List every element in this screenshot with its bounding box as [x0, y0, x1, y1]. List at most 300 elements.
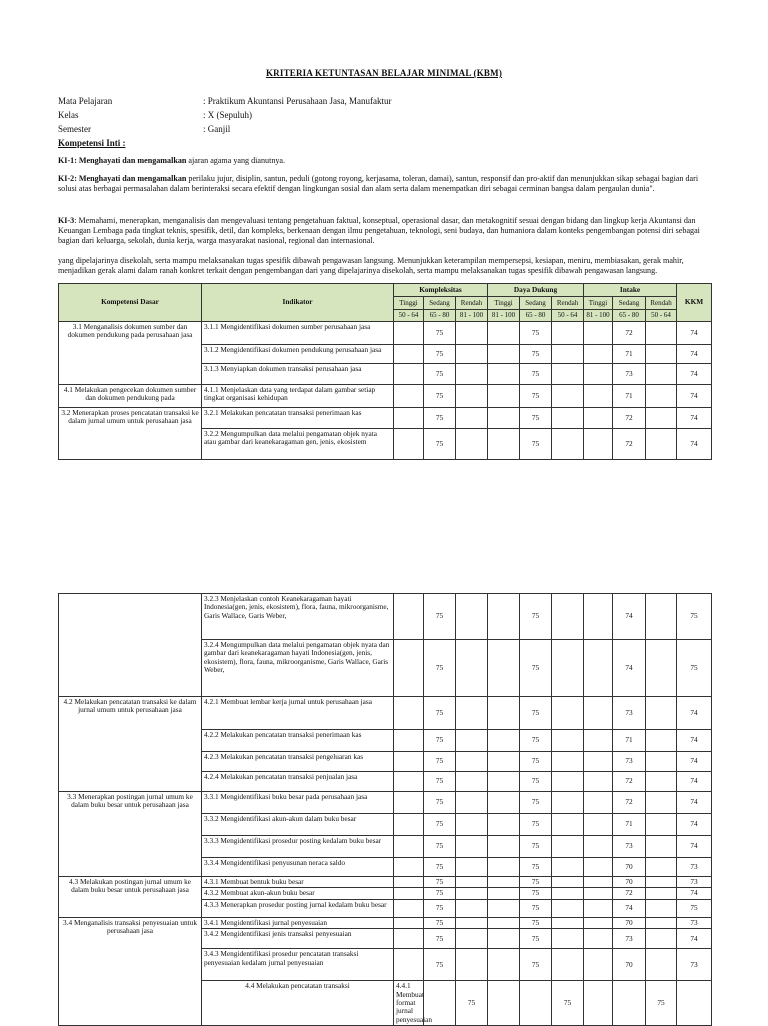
meta-value: : Ganjil	[203, 124, 231, 134]
score-cell: 74	[613, 899, 646, 917]
kd-cell: 4.4 Melakukan pencatatan transaksi	[202, 981, 394, 1026]
empty-cell	[584, 385, 613, 408]
empty-cell	[394, 792, 424, 814]
empty-cell	[552, 772, 584, 792]
empty-cell	[552, 697, 584, 730]
indikator-cell: 4.2.3 Melakukan pencatatan transaksi pengeluaran kas	[202, 752, 394, 772]
score-cell: 75	[456, 981, 488, 1026]
empty-cell	[552, 385, 584, 408]
table-1-body	[59, 322, 712, 460]
score-cell: 75	[424, 929, 456, 949]
empty-cell	[646, 899, 677, 917]
score-cell: 75	[424, 345, 456, 364]
empty-cell	[584, 888, 613, 899]
empty-cell	[646, 836, 677, 858]
score-cell: 75	[424, 888, 456, 899]
kkm-cell: 74	[677, 929, 712, 949]
kd-cell: 4.3 Melakukan postingan jurnal umum ke dalam buku besar untuk perusahaan jasa	[59, 877, 202, 918]
kkm-cell: 74	[677, 364, 712, 385]
header-range: 50 - 64	[394, 310, 424, 322]
kkm-cell: 75	[677, 899, 712, 917]
indikator-cell: 3.2.4 Mengumpulkan data melalui pengamatan objek nyata dan gambar dari keanekaragaman hayati Indonesia(gen, jenis, ekosistem), flora, fauna, mikroorganisme, Garis Wallace, Garis Weber,	[202, 640, 394, 697]
empty-cell	[456, 364, 488, 385]
header-range: 81 - 100	[488, 310, 520, 322]
empty-cell	[456, 322, 488, 345]
empty-cell	[488, 429, 520, 460]
empty-cell	[488, 858, 520, 877]
indikator-cell: 3.2.1 Melakukan pencatatan transaksi penerimaan kas	[202, 408, 394, 429]
header-range: 81 - 100	[456, 310, 488, 322]
empty-cell	[552, 929, 584, 949]
ki2-text: perilaku jujur, disiplin, santun, peduli (gotong royong, kerjasama, toleran, damai), santun, responsif dan pro-aktif dan menunjukkan sikap sebagai bagian dari solusi atas berbagai permasalahan dalam berinteraksi secara efektif dengan lingkungan sosial dan alam serta dalam menempatkan diri sebagai cerminan bangsa dalam pergaulan dunia".	[58, 174, 699, 193]
empty-cell	[646, 364, 677, 385]
empty-cell	[394, 929, 424, 949]
score-cell: 75	[520, 899, 552, 917]
empty-cell	[488, 408, 520, 429]
empty-cell	[552, 594, 584, 640]
score-cell: 75	[520, 640, 552, 697]
score-cell: 75	[520, 929, 552, 949]
score-cell: 75	[520, 322, 552, 345]
indikator-cell: 3.2.3 Menjelaskan contoh Keanekaragaman hayati Indonesia(gen, jenis, ekosistem), flora, fauna, mikroorganisme, Garis Wallace, Garis Weber,	[202, 594, 394, 640]
empty-cell	[584, 594, 613, 640]
empty-cell	[584, 322, 613, 345]
kkm-cell: 74	[677, 697, 712, 730]
ki-heading: Kompetensi Inti :	[58, 138, 126, 148]
score-cell: 75	[520, 858, 552, 877]
empty-cell	[394, 949, 424, 981]
table-row	[59, 322, 712, 345]
empty-cell	[520, 981, 552, 1026]
empty-cell	[584, 814, 613, 836]
kd-cell: 4.2 Melakukan pencatatan transaksi ke dalam jurnal umum untuk perusahaan jasa	[59, 697, 202, 792]
score-cell: 75	[424, 752, 456, 772]
empty-cell	[456, 949, 488, 981]
score-cell: 73	[613, 929, 646, 949]
score-cell: 75	[520, 949, 552, 981]
score-cell: 75	[424, 730, 456, 752]
empty-cell	[646, 917, 677, 928]
empty-cell	[646, 385, 677, 408]
header-group: Daya Dukung	[488, 284, 584, 297]
empty-cell	[456, 899, 488, 917]
empty-cell	[552, 814, 584, 836]
empty-cell	[646, 345, 677, 364]
ki4-paragraph	[58, 256, 718, 276]
score-cell: 70	[613, 877, 646, 888]
empty-cell	[456, 814, 488, 836]
empty-cell	[584, 917, 613, 928]
kkm-cell: 73	[677, 917, 712, 928]
kkm-table-2	[58, 593, 712, 1026]
empty-cell	[488, 730, 520, 752]
table-row	[59, 385, 712, 408]
score-cell: 70	[613, 949, 646, 981]
empty-cell	[456, 752, 488, 772]
empty-cell	[394, 364, 424, 385]
indikator-cell: 3.3.1 Mengidentifikasi buku besar pada perusahaan jasa	[202, 792, 394, 814]
indikator-cell: 3.1.2 Mengidentifikasi dokumen pendukung perusahaan jasa	[202, 345, 394, 364]
score-cell: 75	[520, 752, 552, 772]
empty-cell	[552, 345, 584, 364]
score-cell: 75	[520, 792, 552, 814]
empty-cell	[646, 792, 677, 814]
empty-cell	[488, 836, 520, 858]
header-group: Intake	[584, 284, 677, 297]
empty-cell	[456, 877, 488, 888]
score-cell: 75	[424, 640, 456, 697]
empty-cell	[488, 929, 520, 949]
score-cell: 74	[613, 594, 646, 640]
score-cell: 75	[520, 697, 552, 730]
indikator-cell: 3.4.3 Mengidentifikasi prosedur pencatatan transaksi penyesuaian kedalam jurnal penyesuaian	[202, 949, 394, 981]
empty-cell	[394, 877, 424, 888]
indikator-cell: 3.1.3 Menyiapkan dokumen transaksi perusahaan jasa	[202, 364, 394, 385]
header-range: 81 - 100	[584, 310, 613, 322]
score-cell: 75	[520, 364, 552, 385]
empty-cell	[552, 792, 584, 814]
score-cell: 75	[424, 697, 456, 730]
empty-cell	[456, 772, 488, 792]
score-cell: 70	[613, 858, 646, 877]
kkm-cell: 74	[677, 429, 712, 460]
document-title: KRITERIA KETUNTASAN BELAJAR MINIMAL (KBM)	[265, 68, 503, 78]
header-range: 50 - 64	[646, 310, 677, 322]
meta-label: Semester	[58, 124, 91, 134]
header-level: Tinggi	[394, 297, 424, 310]
kkm-cell: 74	[677, 836, 712, 858]
table-row	[59, 697, 712, 730]
indikator-cell: 4.2.2 Melakukan pencatatan transaksi penerimaan kas	[202, 730, 394, 752]
empty-cell	[552, 836, 584, 858]
empty-cell	[584, 429, 613, 460]
kd-cell	[59, 594, 202, 697]
empty-cell	[394, 640, 424, 697]
ki1-bold: : Menghayati dan mengamalkan	[74, 156, 187, 165]
empty-cell	[394, 772, 424, 792]
empty-cell	[488, 345, 520, 364]
empty-cell	[394, 917, 424, 928]
kkm-cell: 73	[677, 877, 712, 888]
indikator-cell: 4.3.3 Menerapkan prosedur posting jurnal kedalam buku besar	[202, 899, 394, 917]
indikator-cell: 3.2.2 Mengumpulkan data melalui pengamatan objek nyata atau gambar dari keanekaragaman gen, jenis, ekosistem	[202, 429, 394, 460]
kkm-cell: 75	[677, 594, 712, 640]
score-cell: 75	[424, 594, 456, 640]
empty-cell	[584, 697, 613, 730]
kkm-cell: 74	[677, 772, 712, 792]
header-level: Rendah	[646, 297, 677, 310]
empty-cell	[394, 888, 424, 899]
score-cell: 75	[646, 981, 677, 1026]
kkm-cell: 74	[677, 345, 712, 364]
empty-cell	[646, 429, 677, 460]
kkm-cell: 73	[677, 858, 712, 877]
kkm-cell: 74	[677, 385, 712, 408]
empty-cell	[394, 322, 424, 345]
empty-cell	[646, 888, 677, 899]
header-level: Tinggi	[488, 297, 520, 310]
score-cell: 71	[613, 345, 646, 364]
empty-cell	[584, 772, 613, 792]
score-cell: 75	[424, 792, 456, 814]
empty-cell	[677, 981, 712, 1026]
indikator-cell: 4.2.1 Membuat lembar kerja jurnal untuk perusahaan jasa	[202, 697, 394, 730]
score-cell: 75	[520, 408, 552, 429]
empty-cell	[394, 385, 424, 408]
score-cell: 75	[424, 364, 456, 385]
ki1-text: ajaran agama yang dianutnya.	[186, 156, 286, 165]
empty-cell	[488, 888, 520, 899]
kd-cell: 4.1 Melakukan pengecekan dokumen sumber dan dokumen pendukung pada	[59, 385, 202, 408]
kd-cell: 3.4 Menganalisis transaksi penyesuaian untuk perusahaan jasa	[59, 917, 202, 1025]
empty-cell	[394, 836, 424, 858]
ki4-text: yang dipelajarinya disekolah, serta mampu melaksanakan tugas spesifik dibawah pengawasan langsung. Menunjukkan keterampilan mempersepsi, kesiapan, meniru, membiasakan, gerak mahir, menjadikan gerak alami dalam ranah konkret terkait dengan pengembangan dari yang dipelajarinya disekolah, serta mampu melaksanakan tugas spesifik dibawah pengawasan langsung.	[58, 256, 684, 275]
empty-cell	[456, 408, 488, 429]
score-cell: 75	[424, 385, 456, 408]
empty-cell	[488, 981, 520, 1026]
empty-cell	[488, 792, 520, 814]
empty-cell	[584, 640, 613, 697]
score-cell: 75	[424, 836, 456, 858]
empty-cell	[646, 877, 677, 888]
score-cell: 73	[613, 836, 646, 858]
score-cell: 70	[613, 917, 646, 928]
empty-cell	[552, 858, 584, 877]
empty-cell	[613, 981, 646, 1026]
kd-cell: 3.3 Menerapkan postingan jurnal umum ke dalam buku besar untuk perusahaan jasa	[59, 792, 202, 877]
empty-cell	[584, 752, 613, 772]
score-cell: 75	[520, 814, 552, 836]
empty-cell	[646, 949, 677, 981]
score-cell: 73	[613, 697, 646, 730]
empty-cell	[646, 752, 677, 772]
empty-cell	[456, 792, 488, 814]
empty-cell	[456, 697, 488, 730]
score-cell: 75	[424, 429, 456, 460]
empty-cell	[456, 385, 488, 408]
empty-cell	[456, 888, 488, 899]
empty-cell	[584, 730, 613, 752]
empty-cell	[456, 730, 488, 752]
ki1-paragraph	[58, 156, 718, 166]
empty-cell	[646, 730, 677, 752]
empty-cell	[584, 345, 613, 364]
empty-cell	[646, 858, 677, 877]
empty-cell	[394, 345, 424, 364]
empty-cell	[584, 792, 613, 814]
empty-cell	[394, 730, 424, 752]
score-cell: 75	[520, 888, 552, 899]
indikator-cell: 3.3.3 Mengidentifikasi prosedur posting kedalam buku besar	[202, 836, 394, 858]
score-cell: 74	[613, 640, 646, 697]
kkm-cell: 74	[677, 888, 712, 899]
indikator-cell: 3.3.4 Mengidentifikasi penyusunan neraca saldo	[202, 858, 394, 877]
empty-cell	[552, 888, 584, 899]
empty-cell	[488, 899, 520, 917]
meta-value: : X (Sepuluh)	[203, 110, 252, 120]
ki3-code: KI-3	[58, 216, 75, 225]
kkm-cell: 74	[677, 730, 712, 752]
empty-cell	[488, 772, 520, 792]
empty-cell	[456, 836, 488, 858]
empty-cell	[552, 364, 584, 385]
score-cell: 75	[520, 877, 552, 888]
empty-cell	[488, 752, 520, 772]
ki3-paragraph	[58, 216, 718, 246]
header-level: Sedang	[613, 297, 646, 310]
score-cell: 73	[613, 752, 646, 772]
empty-cell	[394, 899, 424, 917]
score-cell: 75	[552, 981, 584, 1026]
score-cell: 75	[520, 385, 552, 408]
empty-cell	[488, 322, 520, 345]
empty-cell	[552, 917, 584, 928]
score-cell: 75	[424, 772, 456, 792]
empty-cell	[584, 877, 613, 888]
ki1-code: KI-1	[58, 156, 75, 165]
empty-cell	[488, 594, 520, 640]
empty-cell	[394, 814, 424, 836]
header-level: Tinggi	[584, 297, 613, 310]
score-cell: 72	[613, 772, 646, 792]
empty-cell	[646, 814, 677, 836]
score-cell: 73	[613, 364, 646, 385]
score-cell: 75	[520, 772, 552, 792]
empty-cell	[646, 929, 677, 949]
empty-cell	[584, 836, 613, 858]
empty-cell	[552, 899, 584, 917]
empty-cell	[488, 697, 520, 730]
indikator-cell: 3.3.2 Mengidentifikasi akun-akun dalam buku besar	[202, 814, 394, 836]
empty-cell	[552, 429, 584, 460]
ki2-code: KI-2	[58, 174, 75, 183]
kkm-cell: 74	[677, 792, 712, 814]
header-kd: Kompetensi Dasar	[59, 284, 202, 322]
empty-cell	[456, 345, 488, 364]
empty-cell	[584, 364, 613, 385]
indikator-cell: 4.4.1 Membuat format jurnal penyesuaian	[394, 981, 424, 1026]
empty-cell	[646, 772, 677, 792]
empty-cell	[456, 594, 488, 640]
score-cell: 72	[613, 322, 646, 345]
empty-cell	[646, 322, 677, 345]
header-level: Sedang	[520, 297, 552, 310]
empty-cell	[488, 949, 520, 981]
kkm-cell: 75	[677, 640, 712, 697]
empty-cell	[646, 640, 677, 697]
empty-cell	[584, 929, 613, 949]
header-range: 65 - 80	[424, 310, 456, 322]
empty-cell	[488, 877, 520, 888]
empty-cell	[552, 408, 584, 429]
score-cell: 75	[424, 858, 456, 877]
score-cell: 75	[520, 345, 552, 364]
empty-cell	[394, 858, 424, 877]
score-cell: 75	[424, 322, 456, 345]
score-cell: 72	[613, 429, 646, 460]
score-cell: 71	[613, 730, 646, 752]
empty-cell	[552, 949, 584, 981]
empty-cell	[646, 408, 677, 429]
header-range: 50 - 64	[552, 310, 584, 322]
empty-cell	[646, 594, 677, 640]
score-cell: 75	[424, 877, 456, 888]
ki3-text: : Memahami, menerapkan, menganalisis dan mengevaluasi tentang pengetahuan faktual, konseptual, operasional dasar, dan metakognitif sesuai dengan bidang dan lingkup kerja Akuntansi dan Keuangan Lembaga pada tingkat teknis, spesifik, detil, dan kompleks, berkenaan dengan ilmu pengetahuan, teknologi, seni budaya, dan humaniora dalam konteks pengembangan potensi diri sebagai bagian dari keluarga, sekolah, dunia kerja, warga masyarakat nasional, regional dan internasional.	[58, 216, 700, 245]
meta-label: Mata Pelajaran	[58, 96, 113, 106]
header-range: 65 - 80	[613, 310, 646, 322]
score-cell: 75	[520, 836, 552, 858]
empty-cell	[552, 877, 584, 888]
empty-cell	[552, 752, 584, 772]
score-cell: 75	[424, 899, 456, 917]
header-level: Rendah	[456, 297, 488, 310]
empty-cell	[584, 899, 613, 917]
indikator-cell: 4.2.4 Melakukan pencatatan transaksi penjualan jasa	[202, 772, 394, 792]
empty-cell	[394, 408, 424, 429]
empty-cell	[394, 429, 424, 460]
empty-cell	[646, 697, 677, 730]
meta-label: Kelas	[58, 110, 79, 120]
empty-cell	[394, 697, 424, 730]
meta-value: : Praktikum Akuntansi Perusahaan Jasa, Manufaktur	[203, 96, 392, 106]
empty-cell	[394, 594, 424, 640]
score-cell: 71	[613, 385, 646, 408]
kd-cell: 3.1 Menganalisis dokumen sumber dan dokumen pendukung pada perusahaan jasa	[59, 322, 202, 385]
table-2-body	[59, 594, 712, 1026]
empty-cell	[584, 408, 613, 429]
header-range: 65 - 80	[520, 310, 552, 322]
header-level: Sedang	[424, 297, 456, 310]
score-cell: 72	[613, 792, 646, 814]
score-cell: 75	[520, 594, 552, 640]
empty-cell	[456, 858, 488, 877]
empty-cell	[552, 730, 584, 752]
empty-cell	[488, 364, 520, 385]
kkm-cell: 74	[677, 322, 712, 345]
table-row	[59, 408, 712, 429]
header-indikator: Indikator	[202, 284, 394, 322]
kkm-table-1	[58, 283, 712, 460]
table-row	[59, 917, 712, 928]
kkm-cell: 74	[677, 408, 712, 429]
empty-cell	[456, 429, 488, 460]
kkm-cell: 73	[677, 949, 712, 981]
empty-cell	[488, 385, 520, 408]
empty-cell	[456, 640, 488, 697]
empty-cell	[584, 858, 613, 877]
empty-cell	[552, 640, 584, 697]
indikator-cell: 3.4.1 Mengidentifikasi jurnal penyesuaian	[202, 917, 394, 928]
table-row	[59, 792, 712, 814]
ki2-paragraph	[58, 174, 718, 194]
score-cell: 75	[520, 429, 552, 460]
header-group: Kompleksitas	[394, 284, 488, 297]
score-cell: 75	[424, 814, 456, 836]
score-cell: 75	[424, 917, 456, 928]
indikator-cell: 4.1.1 Menjelaskan data yang terdapat dalam gambar setiap tingkat organisasi kehidupan	[202, 385, 394, 408]
indikator-cell: 3.1.1 Mengidentifikasi dokumen sumber perusahaan jasa	[202, 322, 394, 345]
score-cell: 75	[520, 917, 552, 928]
empty-cell	[584, 949, 613, 981]
empty-cell	[488, 640, 520, 697]
empty-cell	[552, 322, 584, 345]
indikator-cell: 4.3.1 Membuat bentuk buku besar	[202, 877, 394, 888]
header-level: Rendah	[552, 297, 584, 310]
score-cell: 75	[424, 949, 456, 981]
score-cell: 72	[613, 408, 646, 429]
empty-cell	[394, 752, 424, 772]
score-cell: 75	[520, 730, 552, 752]
